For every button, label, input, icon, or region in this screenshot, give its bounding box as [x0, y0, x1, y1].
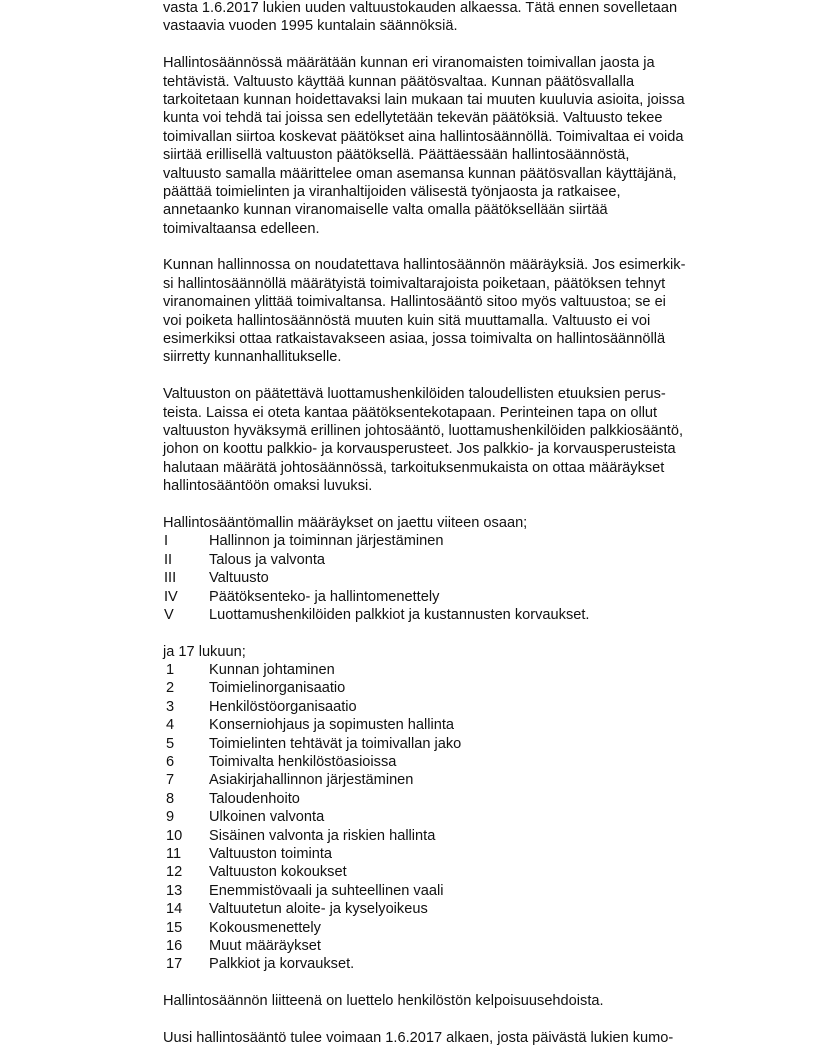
chapter-number: 8: [166, 790, 175, 807]
text-line: kunta voi tehdä tai joissa sen edellytetään tekevän päätöksiä. Valtuusto tekee: [163, 110, 663, 127]
chapter-number: 16: [166, 937, 183, 954]
chapter-label: Valtuutetun aloite- ja kyselyoikeus: [209, 901, 428, 918]
list-item: [163, 863, 753, 881]
parts-list: [163, 514, 753, 624]
chapter-label: Kunnan johtaminen: [209, 662, 335, 679]
list-item: [163, 919, 753, 937]
paragraph-competence: [163, 54, 753, 238]
chapter-number: 1: [166, 662, 175, 679]
list-item: [163, 790, 753, 808]
text-line: tarkoitetaan kunnan hoidettavaksi lain mukaan tai muuten kuuluvia asioita, joissa: [163, 91, 685, 108]
text-line: vastaavia vuoden 1995 kuntalain säännöksiä.: [163, 18, 458, 35]
chapter-label: Ulkoinen valvonta: [209, 809, 325, 826]
list-item: [163, 753, 753, 771]
part-label: Hallinnon ja toiminnan järjestäminen: [209, 533, 444, 550]
chapter-label: Palkkiot ja korvaukset.: [209, 956, 355, 973]
paragraph-benefits: [163, 385, 753, 495]
chapter-number: 12: [166, 864, 183, 881]
list-item: [163, 937, 753, 955]
paragraph-appendix: Hallintosäännön liitteenä on luettelo henkilöstön kelpoisuusehdoista.: [163, 993, 604, 1010]
chapter-number: 5: [166, 735, 175, 752]
chapter-number: 15: [166, 919, 183, 936]
part-number: IV: [164, 588, 178, 605]
chapter-label: Toimielinten tehtävät ja toimivallan jako: [209, 735, 462, 752]
text-line: Kunnan hallinnossa on noudatettava hallintosäännön määräyksiä. Jos esimerkik-: [163, 257, 686, 274]
list-item: [163, 771, 753, 789]
part-number: I: [164, 533, 169, 550]
list-item: [163, 808, 753, 826]
chapter-number: 2: [166, 680, 175, 697]
part-number: III: [164, 570, 177, 587]
text-line: päättää toimielinten ja viranhaltijoiden välisestä työnjaosta ja ratkaisee,: [163, 183, 621, 200]
text-line: teista. Laissa ei oteta kantaa päätöksentekotapaan. Perinteinen tapa on ollut: [163, 404, 658, 421]
list-item: [163, 716, 753, 734]
list-item: [163, 735, 753, 753]
list-item: [163, 588, 753, 606]
chapter-label: Toimivalta henkilöstöasioissa: [209, 754, 397, 771]
text-line: toimivallan siirtoa koskevat päätökset aina hallintosäännöllä. Toimivaltaa ei voida: [163, 128, 684, 145]
part-label: Luottamushenkilöiden palkkiot ja kustannusten korvaukset.: [209, 606, 590, 623]
part-number: V: [164, 606, 174, 623]
chapter-number: 3: [166, 698, 175, 715]
paragraph-effective-date: Uusi hallintosääntö tulee voimaan 1.6.2017 alkaen, josta päivästä lukien kumo-: [163, 1029, 674, 1046]
chapter-number: 13: [166, 882, 183, 899]
chapter-number: 17: [166, 956, 183, 973]
text-line: valtuusto samalla määrittelee oman asemansa kunnan päätösvallan käyttäjänä,: [163, 165, 677, 182]
text-line: si hallintosäännöllä määrätyistä toimivaltarajoista poiketaan, päätöksen tehnyt: [163, 275, 666, 292]
list-item: [163, 532, 753, 550]
text-line: toimivaltaansa edelleen.: [163, 220, 320, 237]
chapter-label: Konserniohjaus ja sopimusten hallinta: [209, 717, 455, 734]
text-line: annetaanko kunnan viranomaiselle valta omalla päätöksellään siirtää: [163, 202, 608, 219]
chapter-label: Henkilöstöorganisaatio: [209, 698, 357, 715]
part-label: Valtuusto: [209, 570, 269, 587]
list-item: [163, 845, 753, 863]
chapter-label: Asiakirjahallinnon järjestäminen: [209, 772, 414, 789]
text-line: voi poiketa hallintosäännöstä muuten kuin sitä muuttamalla. Valtuusto ei voi: [163, 312, 651, 329]
chapter-number: 6: [166, 754, 175, 771]
chapter-label: Valtuuston kokoukset: [209, 864, 347, 881]
list-item: [163, 679, 753, 697]
chapter-number: 11: [166, 845, 182, 862]
paragraph-gap: [163, 496, 753, 514]
text-line: halutaan määrätä johtosäännössä, tarkoituksenmukaista on ottaa määräykset: [163, 459, 665, 476]
chapter-number: 4: [166, 717, 175, 734]
text-line: hallintosääntöön omaksi luvuksi.: [163, 478, 373, 495]
part-label: Talous ja valvonta: [209, 551, 326, 568]
chapter-label: Kokousmenettely: [209, 919, 321, 936]
document-page: [163, 0, 753, 1047]
parts-intro: Hallintosääntömallin määräykset on jaettu viiteen osaan;: [163, 514, 528, 531]
list-item: [163, 569, 753, 587]
part-number: II: [164, 551, 173, 568]
text-line: tehtävistä. Valtuusto käyttää kunnan päätösvaltaa. Kunnan päätösvallalla: [163, 73, 635, 90]
chapter-label: Muut määräykset: [209, 937, 321, 954]
chapter-label: Sisäinen valvonta ja riskien hallinta: [209, 827, 436, 844]
list-item: [163, 882, 753, 900]
chapters-intro: ja 17 lukuun;: [163, 643, 246, 660]
chapter-label: Toimielinorganisaatio: [209, 680, 346, 697]
text-line: johon on koottu palkkio- ja korvausperusteet. Jos palkkio- ja korvausperusteista: [163, 441, 676, 458]
paragraph-intro: [163, 0, 753, 36]
list-item: [163, 606, 753, 624]
paragraph-compliance: [163, 256, 753, 366]
chapter-number: 10: [166, 827, 183, 844]
list-item: [163, 827, 753, 845]
chapters-list: [163, 643, 753, 974]
part-label: Päätöksenteko- ja hallintomenettely: [209, 588, 440, 605]
text-line: Valtuuston on päätettävä luottamushenkilöiden taloudellisten etuuksien perus-: [163, 386, 666, 403]
text-line: siirretty kunnanhallitukselle.: [163, 349, 342, 366]
list-item: [163, 698, 753, 716]
list-item: [163, 551, 753, 569]
paragraph-gap: [163, 1010, 753, 1028]
paragraph-gap: [163, 974, 753, 992]
text-line: esimerkiksi ottaa ratkaistavakseen asiaa, jossa toimivalta on hallintosäännöllä: [163, 331, 666, 348]
list-item: [163, 955, 753, 973]
text-line: valtuuston hyväksymä erillinen johtosääntö, luottamushenkilöiden palkkiosääntö,: [163, 422, 684, 439]
chapter-number: 14: [166, 901, 183, 918]
paragraph-gap: [163, 624, 753, 642]
list-item: [163, 661, 753, 679]
paragraph-gap: [163, 36, 753, 54]
list-item: [163, 900, 753, 918]
chapter-number: 9: [166, 809, 175, 826]
text-line: viranomainen ylittää toimivaltansa. Hallintosääntö sitoo myös valtuustoa; se ei: [163, 294, 666, 311]
paragraph-gap: [163, 367, 753, 385]
chapter-label: Taloudenhoito: [209, 790, 300, 807]
paragraph-gap: [163, 238, 753, 256]
text-line: Hallintosäännössä määrätään kunnan eri viranomaisten toimivallan jaosta ja: [163, 55, 655, 72]
chapter-number: 7: [166, 772, 175, 789]
chapter-label: Valtuuston toiminta: [209, 845, 333, 862]
text-line: siirtää erillisellä valtuuston päätöksellä. Päättäessään hallintosäännöstä,: [163, 147, 630, 164]
chapter-label: Enemmistövaali ja suhteellinen vaali: [209, 882, 444, 899]
text-line: vasta 1.6.2017 lukien uuden valtuustokauden alkaessa. Tätä ennen sovelletaan: [163, 0, 678, 16]
